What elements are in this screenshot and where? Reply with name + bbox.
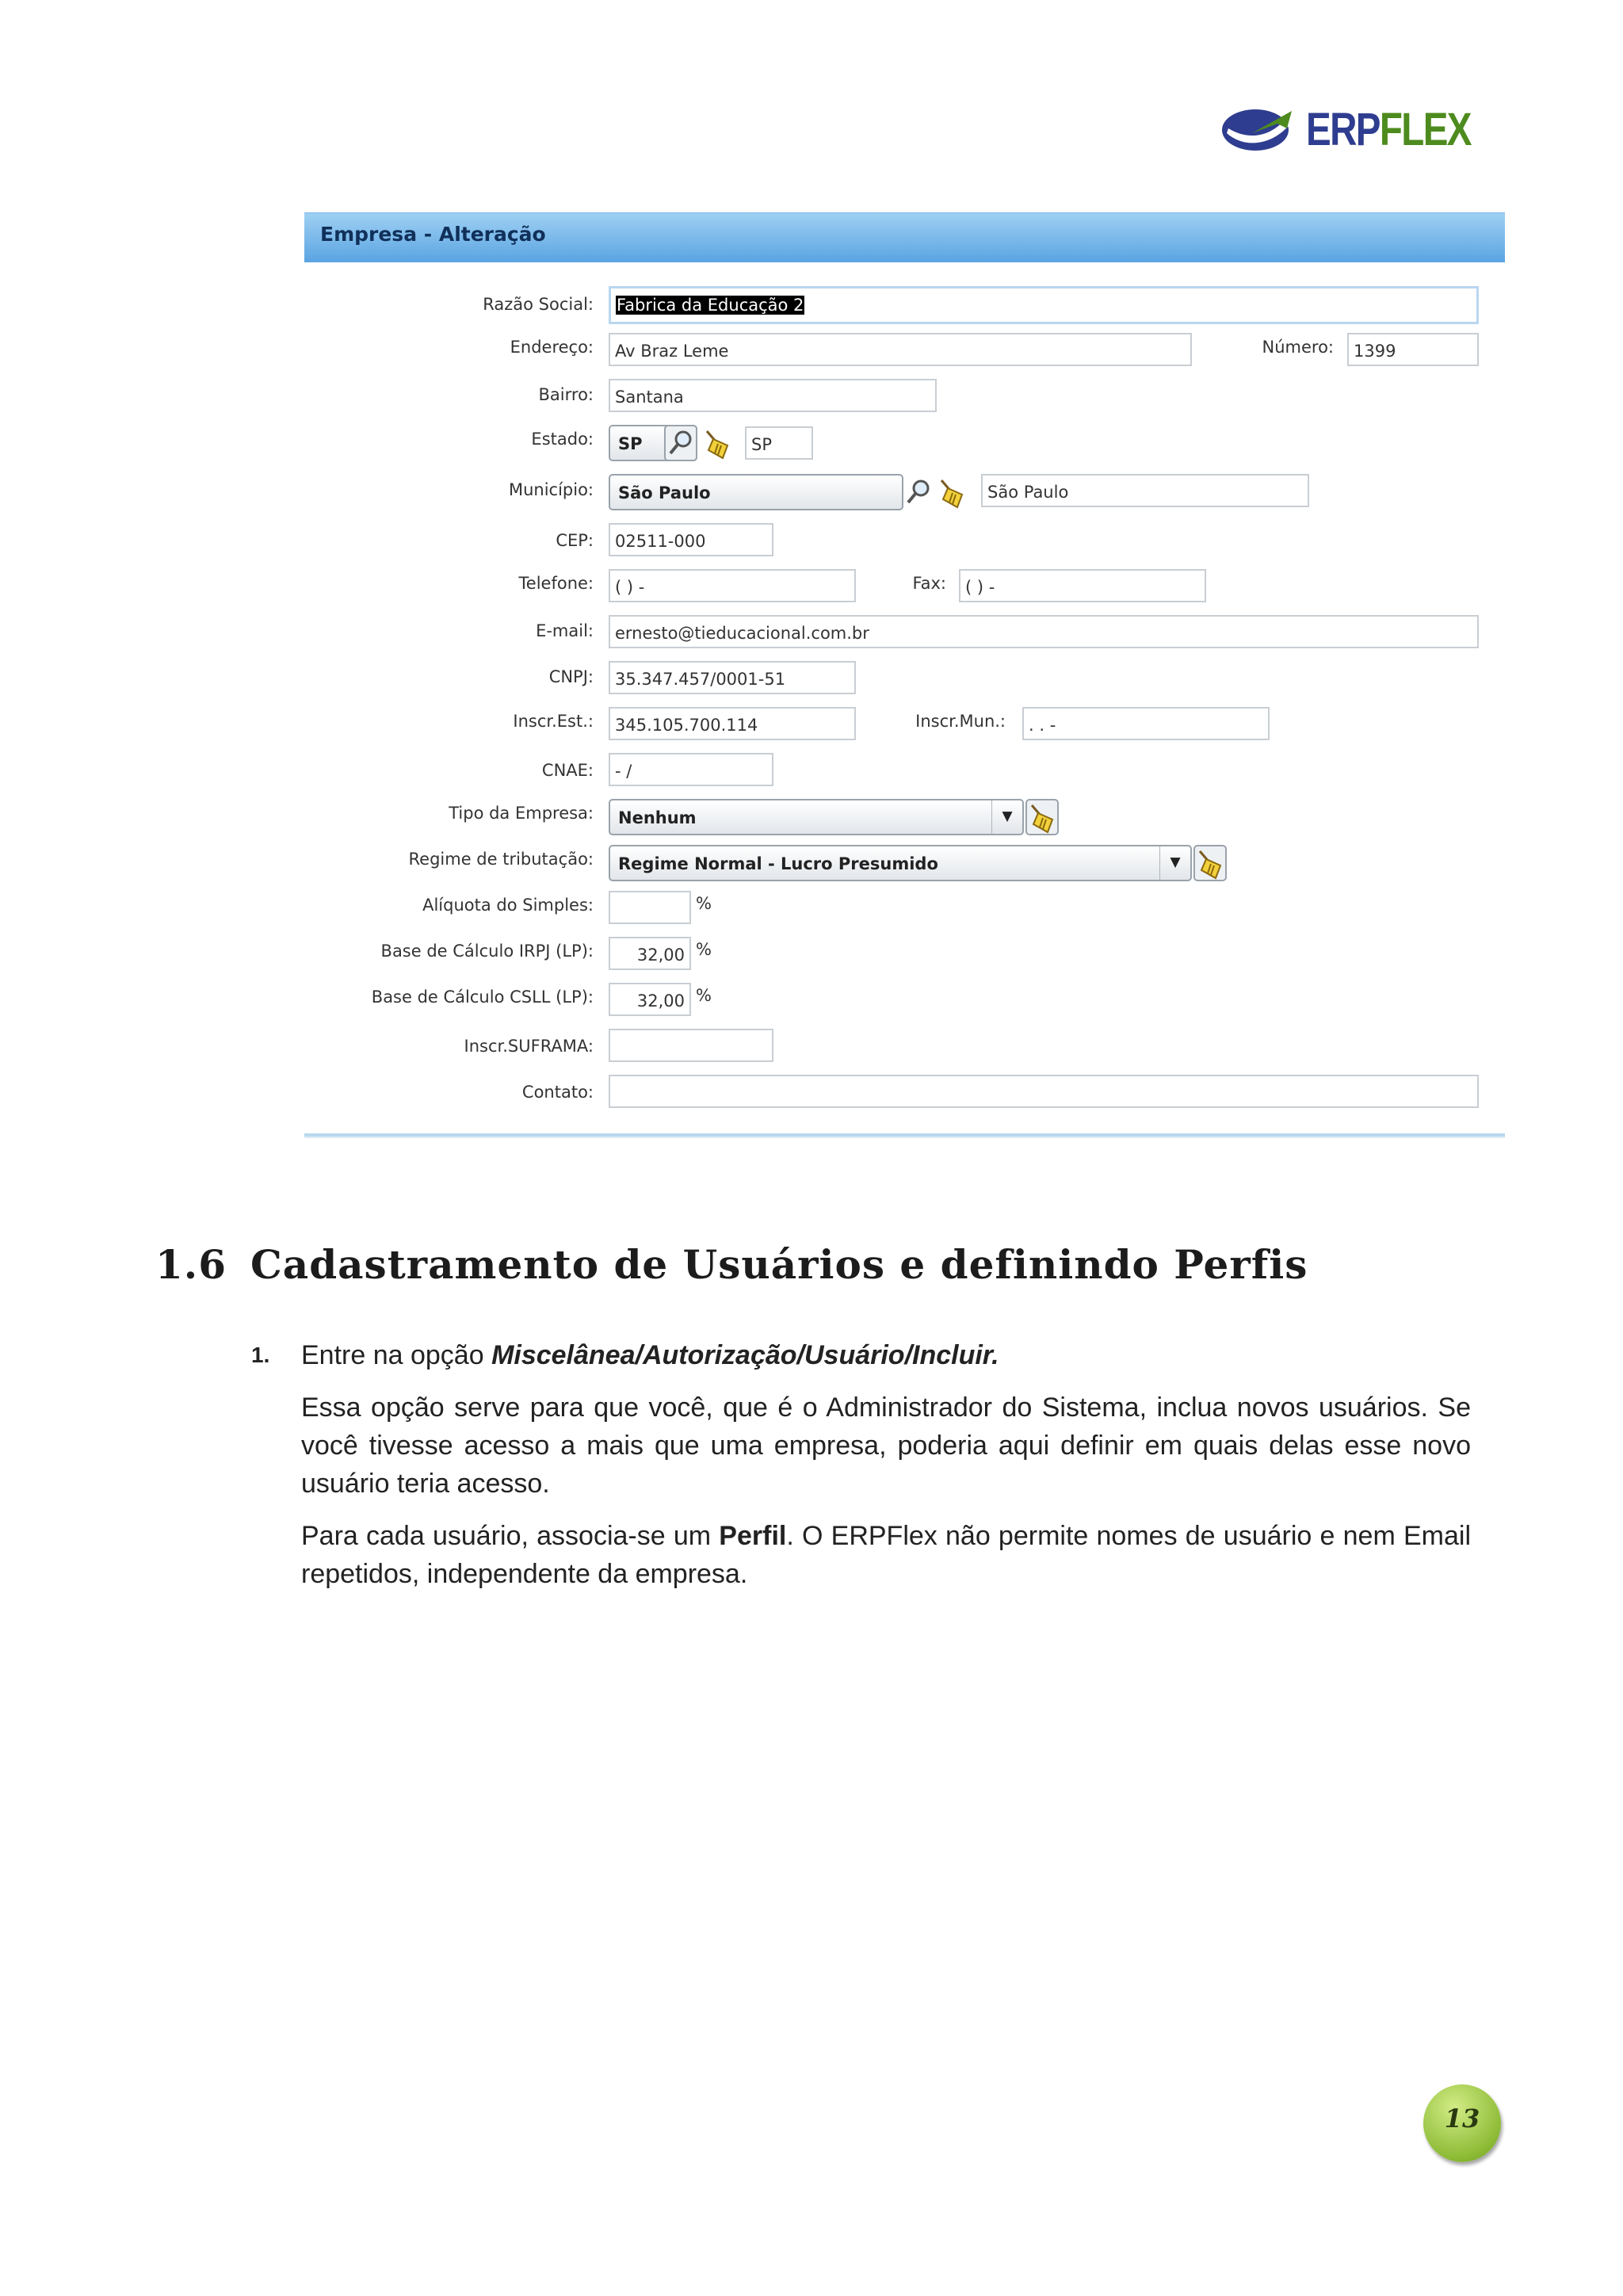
paragraph-2: Para cada usuário, associa-se um Perfil. O ERPFlex não permite nomes de usuário e nem Email repetidos, independente da empresa.	[301, 1521, 1472, 1589]
regime-clear-broom-icon[interactable]	[1193, 845, 1227, 881]
paragraph-1: Essa opção serve para que você, que é o Administrador do Sistema, inclua novos usuários. Se você tivesse acesso a mais que uma empresa, poderia aqui definir em quais delas esse novo usuário teria acesso.	[301, 1392, 1471, 1499]
base-irpj-unit: %	[696, 940, 712, 959]
fax-input[interactable]: ( ) -	[959, 569, 1206, 602]
erpflex-logo	[1220, 101, 1474, 159]
estado-text-input[interactable]: SP	[745, 426, 813, 460]
base-irpj-input[interactable]: 32,00	[609, 937, 691, 970]
tipo-empresa-select[interactable]: Nenhum ▼	[609, 799, 1024, 835]
cep-label: CEP:	[556, 531, 594, 550]
inscr-est-input[interactable]: 345.105.700.114	[609, 707, 856, 740]
contato-label: Contato:	[521, 1083, 594, 1102]
base-irpj-label: Base de Cálculo IRPJ (LP):	[380, 942, 594, 961]
inscr-mun-input[interactable]: . . -	[1022, 707, 1270, 740]
municipio-combo[interactable]: São Paulo	[609, 474, 903, 510]
email-label: E-mail:	[536, 621, 594, 640]
cnae-input[interactable]: - /	[609, 753, 773, 786]
regime-label: Regime de tributação:	[408, 850, 594, 869]
municipio-search-icon[interactable]	[902, 474, 935, 510]
base-csll-input[interactable]: 32,00	[609, 983, 691, 1016]
endereco-label: Endereço:	[510, 338, 594, 357]
numero-input[interactable]: 1399	[1347, 333, 1479, 366]
municipio-clear-broom-icon[interactable]	[935, 474, 968, 510]
tipo-empresa-label: Tipo da Empresa:	[449, 804, 594, 823]
estado-search-icon[interactable]	[664, 425, 697, 461]
aliquota-unit: %	[696, 894, 712, 913]
logo-text: ERPFLEX	[1306, 104, 1471, 155]
bairro-label: Bairro:	[538, 385, 594, 404]
bairro-input[interactable]: Santana	[609, 379, 937, 412]
estado-label: Estado:	[531, 430, 594, 449]
suframa-input[interactable]	[609, 1029, 773, 1062]
page-number-badge: 13	[1423, 2084, 1501, 2162]
chevron-down-icon: ▼	[991, 800, 1022, 834]
section-number: 1.6	[155, 1241, 227, 1288]
aliquota-label: Alíquota do Simples:	[422, 896, 594, 915]
estado-combo[interactable]: SP	[609, 425, 697, 461]
numero-label: Número:	[1262, 338, 1334, 357]
tipo-empresa-clear-broom-icon[interactable]	[1025, 799, 1059, 835]
estado-clear-broom-icon[interactable]	[701, 425, 734, 461]
logo-swoosh-icon	[1220, 101, 1300, 159]
chevron-down-icon: ▼	[1159, 846, 1190, 880]
suframa-label: Inscr.SUFRAMA:	[464, 1037, 594, 1056]
section-heading	[155, 1241, 1308, 1288]
list-item-number: 1.	[251, 1343, 270, 1367]
aliquota-input[interactable]	[609, 891, 691, 924]
base-csll-label: Base de Cálculo CSLL (LP):	[371, 988, 594, 1007]
contato-input[interactable]	[609, 1075, 1479, 1108]
regime-select[interactable]: Regime Normal - Lucro Presumido ▼	[609, 845, 1192, 881]
municipio-text-input[interactable]: São Paulo	[981, 474, 1309, 507]
municipio-label: Município:	[508, 480, 594, 499]
telefone-label: Telefone:	[518, 574, 594, 593]
inscr-est-label: Inscr.Est.:	[513, 712, 594, 731]
base-csll-unit: %	[696, 986, 712, 1005]
fax-label: Fax:	[912, 574, 946, 593]
inscr-mun-label: Inscr.Mun.:	[915, 712, 1006, 731]
endereco-input[interactable]: Av Braz Leme	[609, 333, 1192, 366]
list-item-text: Entre na opção Miscelânea/Autorização/Usuário/Incluir.	[301, 1340, 999, 1370]
cnpj-input[interactable]: 35.347.457/0001-51	[609, 661, 856, 694]
email-input[interactable]: ernesto@tieducacional.com.br	[609, 615, 1479, 648]
telefone-input[interactable]: ( ) -	[609, 569, 856, 602]
razao-social-input[interactable]: Fabrica da Educação 2	[609, 286, 1479, 324]
panel-header	[304, 212, 1505, 262]
cep-input[interactable]: 02511-000	[609, 523, 773, 556]
panel-bottom-border	[304, 1133, 1505, 1138]
razao-social-label: Razão Social:	[483, 295, 594, 314]
cnae-label: CNAE:	[541, 761, 594, 780]
section-title: Cadastramento de Usuários e definindo Perfis	[250, 1241, 1308, 1288]
panel-title: Empresa - Alteração	[320, 223, 546, 246]
cnpj-label: CNPJ:	[548, 667, 594, 686]
empresa-form-panel	[304, 212, 1505, 1141]
